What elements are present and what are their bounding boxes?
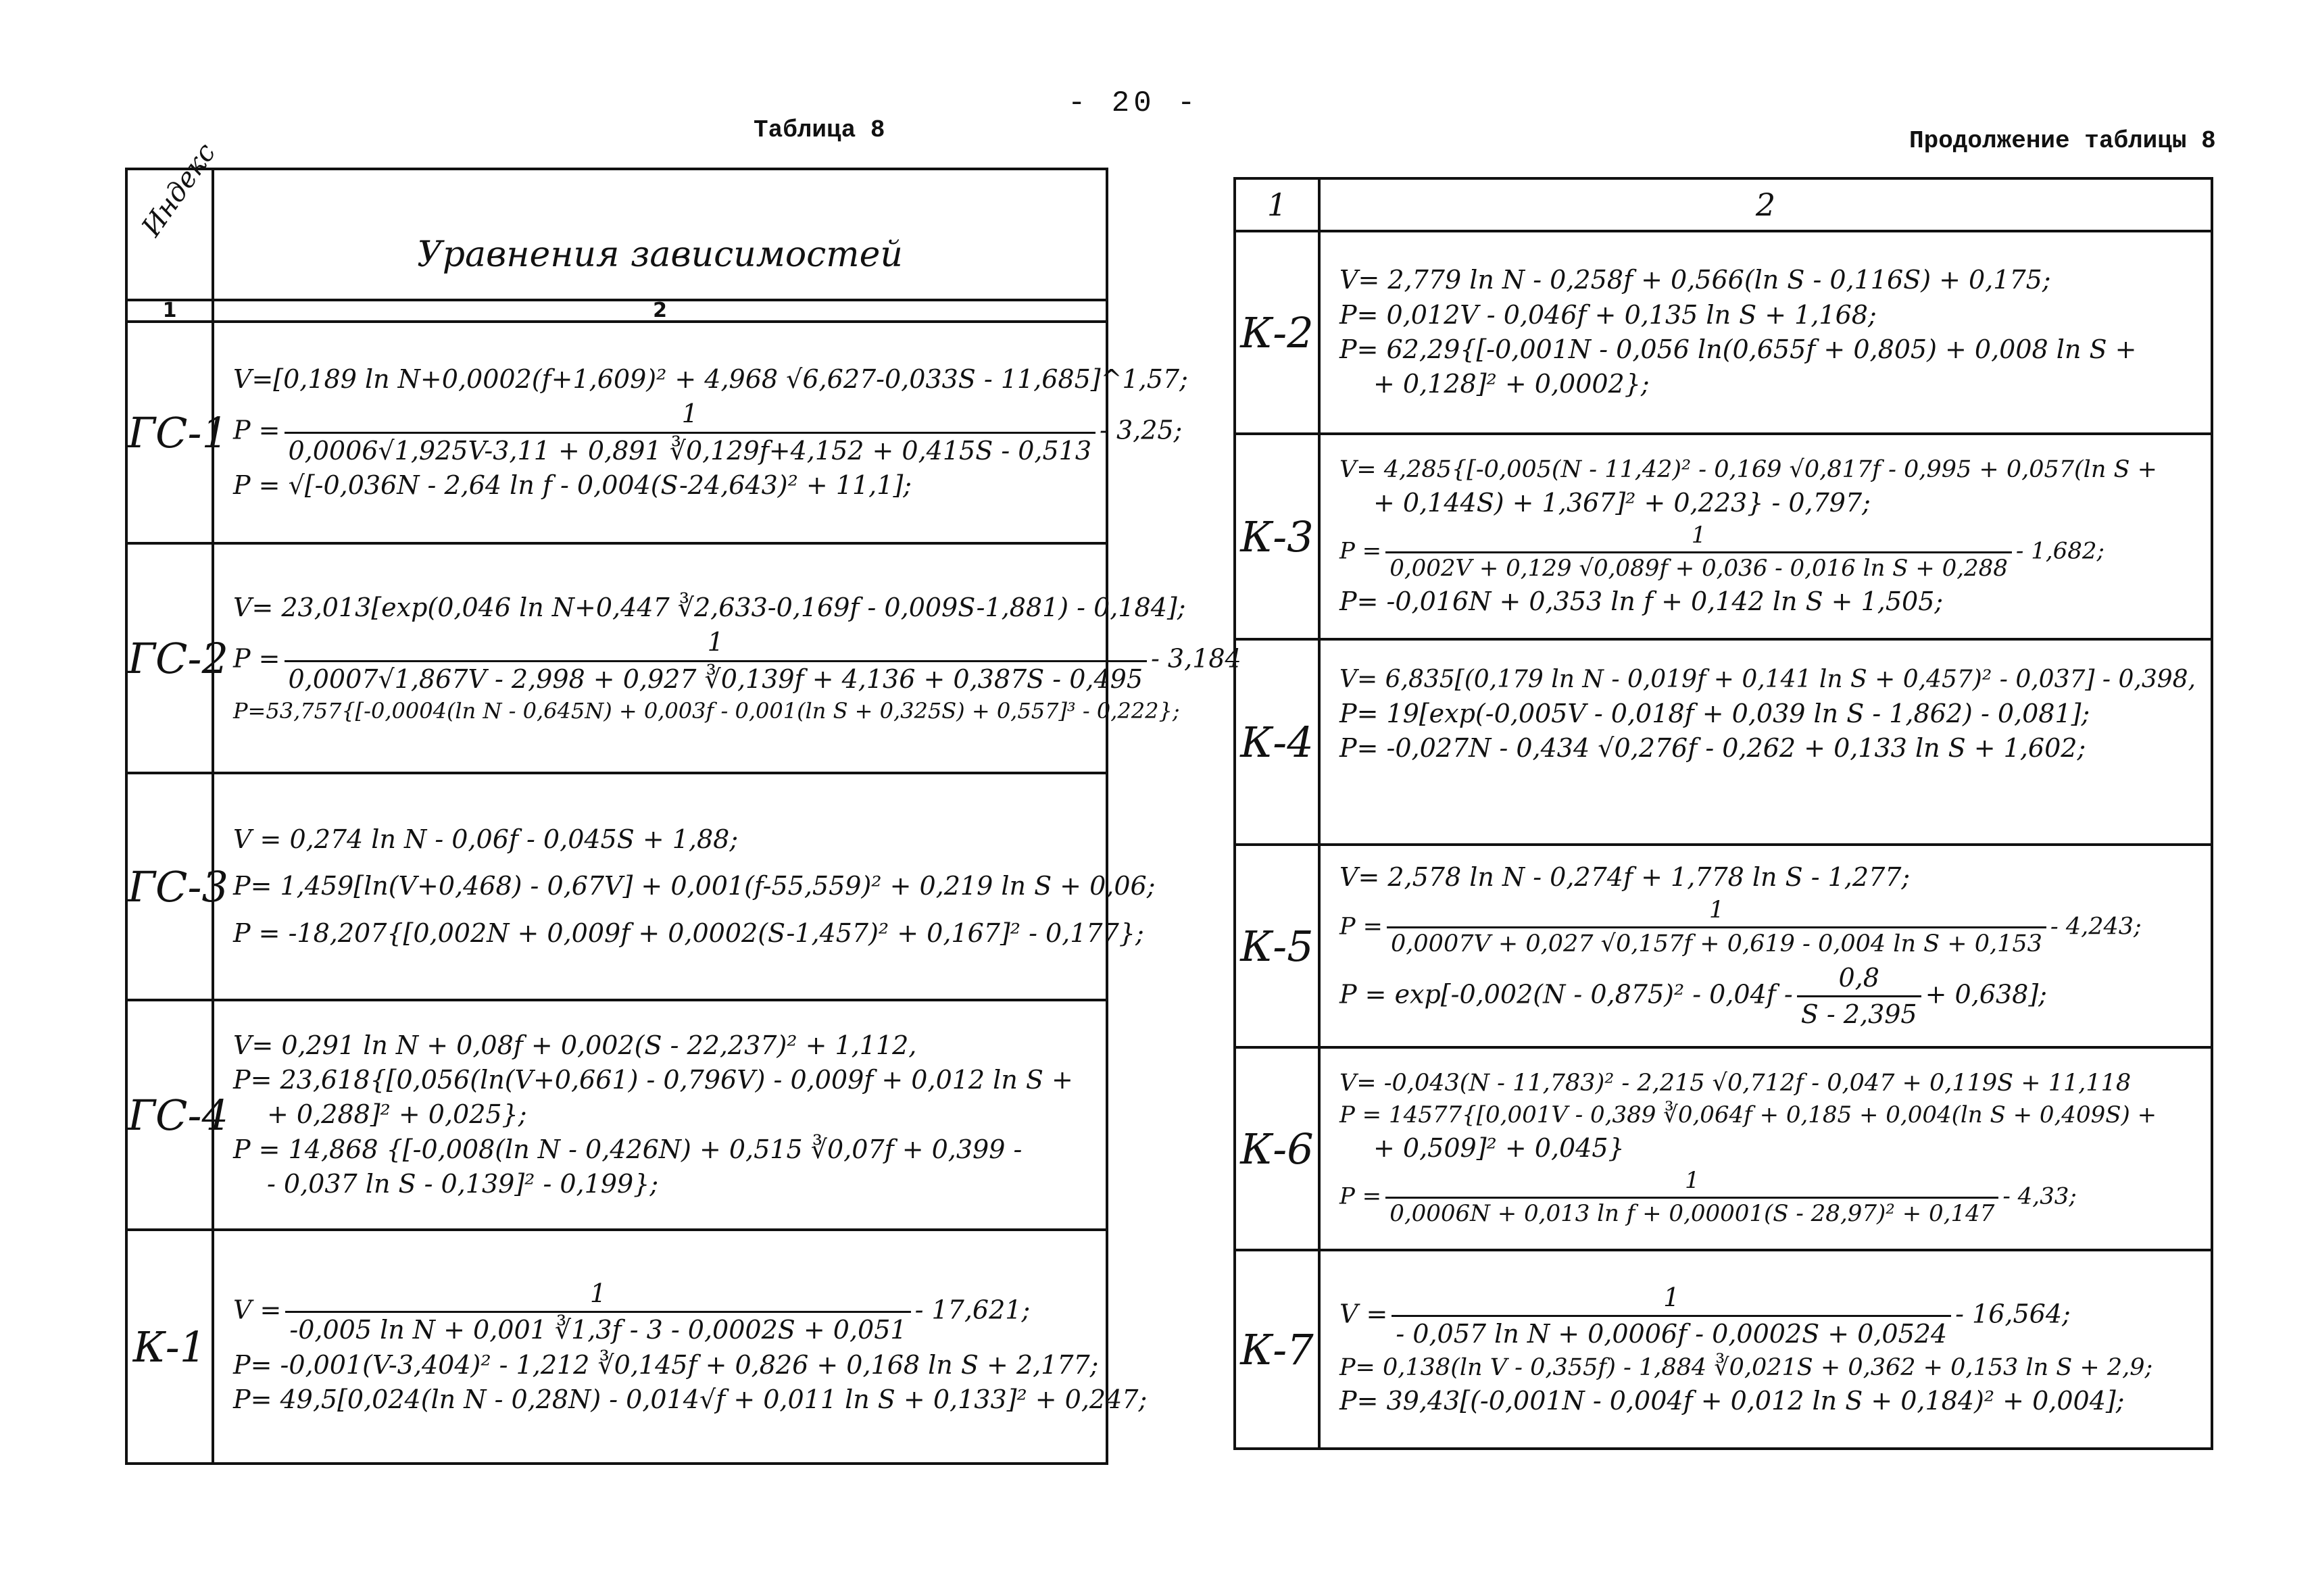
- left-equations-table: [125, 137, 1241, 1465]
- equation-v: V= 2,578 ln N - 0,274f + 1,778 ln S - 1,277;: [1339, 862, 1911, 892]
- row-index: К-2: [1235, 231, 1319, 434]
- left-table-caption: Таблица 8: [754, 116, 885, 144]
- equation-p1: P = $\frac{1}{\text{0,0007V + 0,027 √0,157f + 0,619 - 0,004 ln S + 0,153}}$ - 4,243;: [1339, 895, 2202, 961]
- equation-p2: P = -18,207{[0,002N + 0,009f + 0,0002(S-1,457)² + 0,167]² - 0,177};: [233, 918, 1144, 948]
- equation-v: V= 2,779 ln N - 0,258f + 0,566(ln S - 0,116S) + 0,175;: [1339, 265, 2051, 295]
- equation-p2: P= -0,016N + 0,353 ln f + 0,142 ln S + 1,505;: [1339, 587, 1944, 617]
- equation-tail: - 3,25;: [1100, 415, 1183, 445]
- table-row: [1235, 639, 2212, 845]
- fraction-numerator: 1: [1708, 897, 1725, 924]
- fraction-denominator: -0,005 ln N + 0,001 ∛1,3f - 3 - 0,0002S + 0,051: [285, 1311, 910, 1347]
- row-equations: [213, 1000, 1107, 1230]
- column-number-2: 2: [1319, 178, 2212, 231]
- index-header-cell: [126, 137, 222, 300]
- column-number-2: 2: [213, 300, 1107, 322]
- equation-p2-part1: P= 62,29{[-0,001N - 0,056 ln(0,655f + 0,805) + 0,008 ln S +: [1339, 334, 2137, 364]
- equation-p2-part2: - 0,037 ln S - 0,139]² - 0,199};: [267, 1168, 659, 1199]
- row-index: К-6: [1235, 1047, 1319, 1250]
- equation-head: P = exp[-0,002(N - 0,875)² - 0,04f -: [1339, 978, 1793, 1009]
- equation-v: V= -0,043(N - 11,783)² - 2,215 √0,712f - 0,047 + 0,119S + 11,118: [1339, 1070, 2132, 1097]
- row-index: К-5: [1235, 845, 1319, 1047]
- fraction-denominator: 0,002V + 0,129 √0,089f + 0,036 - 0,016 ln S + 0,288: [1385, 551, 2012, 584]
- table-row: [1235, 1047, 2212, 1250]
- equation-v: V = $\frac{1}{\text{-0,005 ln N + 0,001 ∛1,3f - 3 - 0,0002S + 0,051}}$ - 17,621;: [233, 1276, 1098, 1348]
- equation-p1: P = $\frac{1}{\text{0,002V + 0,129 √0,089f + 0,036 - 0,016 ln S + 0,288}}$ - 1,682;: [1339, 520, 2202, 584]
- equations-header: Уравнения зависимостей: [213, 169, 1107, 300]
- table-row: [126, 773, 1107, 1000]
- row-index: К-1: [126, 1230, 213, 1464]
- row-index: К-4: [1235, 639, 1319, 845]
- row-equations: [213, 773, 1156, 1000]
- row-index: ГС-3: [126, 773, 213, 1000]
- equation-v: V= 0,291 ln N + 0,08f + 0,002(S - 22,237)² + 1,112,: [233, 1030, 917, 1060]
- equation-p1: P= -0,001(V-3,404)² - 1,212 ∛0,145f + 0,826 + 0,168 ln S + 2,177;: [233, 1349, 1099, 1380]
- fraction-numerator: 1: [681, 399, 698, 429]
- table-row: [126, 543, 1107, 773]
- row-equations: [1319, 434, 2212, 639]
- fraction-denominator: 0,0006N + 0,013 ln f + 0,00001(S - 28,97)² + 0,147: [1385, 1197, 1998, 1230]
- fraction-denominator: 0,0006√1,925V-3,11 + 0,891 ∛0,129f+4,152 + 0,415S - 0,513: [285, 432, 1096, 468]
- row-index: ГС-2: [126, 543, 213, 773]
- equation-p1-part2: + 0,288]² + 0,025};: [267, 1099, 527, 1130]
- right-table-caption: Продолжение таблицы 8: [1909, 127, 2216, 155]
- equation-p1: P = 1 0,0007√1,867V - 2,998 + 0,927 ∛0,139f + 4,136 + 0,387S - 0,495 - 3,184: [233, 625, 1098, 697]
- equation-p2: P= 49,5[0,024(ln N - 0,28N) - 0,014√f + 0,011 ln S + 0,133]² + 0,247;: [233, 1384, 1148, 1414]
- page-number: - 20 -: [1068, 86, 1200, 120]
- row-index: ГС-4: [126, 1000, 213, 1230]
- fraction-numerator: 1: [707, 627, 724, 657]
- row-equations: [1319, 639, 2212, 845]
- table-row: [126, 1000, 1107, 1230]
- equation-tail: - 17,621;: [914, 1295, 1031, 1325]
- equation-tail: - 4,33;: [2002, 1182, 2077, 1210]
- equation-tail: + 0,638];: [1925, 978, 2047, 1009]
- table-row: [1235, 231, 2212, 434]
- equation-tail: - 16,564;: [1955, 1299, 2071, 1329]
- equation-tail: - 3,184: [1151, 643, 1241, 674]
- row-equations: [1319, 1250, 2212, 1449]
- equation-p1-part1: P= 23,618{[0,056(ln(V+0,661) - 0,796V) - 0,009f + 0,012 ln S +: [233, 1065, 1073, 1095]
- equation-v: V= 6,835[(0,179 ln N - 0,019f + 0,141 ln S + 0,457)² - 0,037] - 0,398,: [1339, 666, 2196, 693]
- equation-tail: - 1,682;: [2015, 537, 2104, 565]
- equation-p2: P = √[-0,036N - 2,64 ln f - 0,004(S-24,643)² + 11,1];: [233, 470, 912, 500]
- equation-p2: P=53,757{[-0,0004(ln N - 0,645N) + 0,003f - 0,001(ln S + 0,325S) + 0,557]³ - 0,222};: [233, 697, 1180, 724]
- equation-v: V=[0,189 ln N+0,0002(f+1,609)² + 4,968 √6,627-0,033S - 11,685]^1,57;: [233, 364, 1188, 394]
- row-equations: [213, 322, 1188, 543]
- equation-v: V= 23,013[exp(0,046 ln N+0,447 ∛2,633-0,169f - 0,009S-1,881) - 0,184];: [233, 592, 1186, 622]
- row-equations: [213, 543, 1241, 773]
- equation-p2: [1339, 961, 2202, 1032]
- row-equations: [1319, 1047, 2212, 1250]
- fraction-denominator: 0,0007√1,867V - 2,998 + 0,927 ∛0,139f + 4,136 + 0,387S - 0,495: [285, 660, 1148, 697]
- equation-p1: P= 1,459[ln(V+0,468) - 0,67V] + 0,001(f-55,559)² + 0,219 ln S + 0,06;: [233, 871, 1156, 901]
- table-row: [126, 1230, 1107, 1464]
- row-equations: [1319, 231, 2212, 434]
- equation-p2: P= -0,027N - 0,434 √0,276f - 0,262 + 0,133 ln S + 1,602;: [1339, 732, 2086, 763]
- fraction-denominator: 0,0007V + 0,027 √0,157f + 0,619 - 0,004 ln S + 0,153: [1387, 926, 2046, 960]
- equation-p2: P = $\frac{1}{\text{0,0006N + 0,013 ln f + 0,00001(S - 28,97)² + 0,147}}$ - 4,33;: [1339, 1166, 2202, 1230]
- equation-p2-part2: + 0,128]² + 0,0002};: [1373, 369, 1650, 399]
- column-number-1: 1: [1235, 178, 1319, 231]
- equation-v-part1: V= 4,285{[-0,005(N - 11,42)² - 0,169 √0,817f - 0,995 + 0,057(ln S +: [1339, 455, 2157, 483]
- fraction-numerator: 0,8: [1838, 962, 1879, 993]
- equation-p1-part1: P = 14577{[0,001V - 0,389 ∛0,064f + 0,185 + 0,004(ln S + 0,409S) +: [1339, 1101, 2157, 1128]
- fraction-numerator: 1: [1691, 522, 1706, 549]
- equation-p1: P = $\frac{1}{0,0006√1,925V-3,11 + 0,891 ∛0,129f+4,152 + 0,415S - 0,513}$ - 3,25;: [233, 397, 1098, 468]
- row-index: К-3: [1235, 434, 1319, 639]
- column-number-1: 1: [126, 300, 213, 322]
- index-header: Индекс: [136, 137, 222, 243]
- fraction-numerator: 1: [1684, 1166, 1700, 1194]
- equation-p1: P= 0,138(ln V - 0,355f) - 1,884 ∛0,021S + 0,362 + 0,153 ln S + 2,9;: [1339, 1353, 2153, 1381]
- row-equations: [213, 1230, 1148, 1464]
- table-row: [1235, 434, 2212, 639]
- equation-v-part2: + 0,144S) + 1,367]² + 0,223} - 0,797;: [1373, 487, 1871, 518]
- fraction-numerator: 1: [1663, 1282, 1680, 1312]
- row-index: К-7: [1235, 1250, 1319, 1449]
- fraction-denominator: S - 2,395: [1797, 995, 1921, 1032]
- equation-tail: - 4,243;: [2050, 913, 2142, 941]
- row-index: ГС-1: [126, 322, 213, 543]
- row-equations: [1319, 845, 2212, 1047]
- equation-p1-part2: + 0,509]² + 0,045}: [1373, 1132, 1625, 1163]
- equation-p1: P= 19[exp(-0,005V - 0,018f + 0,039 ln S - 1,862) - 0,081];: [1339, 698, 2090, 728]
- table-row: [1235, 845, 2212, 1047]
- equation-v: V = 0,274 ln N - 0,06f - 0,045S + 1,88;: [233, 824, 739, 855]
- fraction-numerator: 1: [589, 1278, 607, 1308]
- equation-v: V = $\frac{1}{\text{- 0,057 ln N + 0,0006f - 0,0002S + 0,0524}}$ - 16,564;: [1339, 1280, 2202, 1352]
- table-row: [126, 322, 1107, 543]
- table-row: [1235, 1250, 2212, 1449]
- fraction-denominator: - 0,057 ln N + 0,0006f - 0,0002S + 0,0524: [1392, 1315, 1951, 1351]
- right-equations-table: [1233, 177, 2213, 1450]
- equation-p2-part1: P = 14,868 {[-0,008(ln N - 0,426N) + 0,515 ∛0,07f + 0,399 -: [233, 1134, 1023, 1164]
- equation-p1: P= 0,012V - 0,046f + 0,135 ln S + 1,168;: [1339, 299, 1877, 330]
- equation-p2: P= 39,43[(-0,001N - 0,004f + 0,012 ln S + 0,184)² + 0,004];: [1339, 1385, 2125, 1416]
